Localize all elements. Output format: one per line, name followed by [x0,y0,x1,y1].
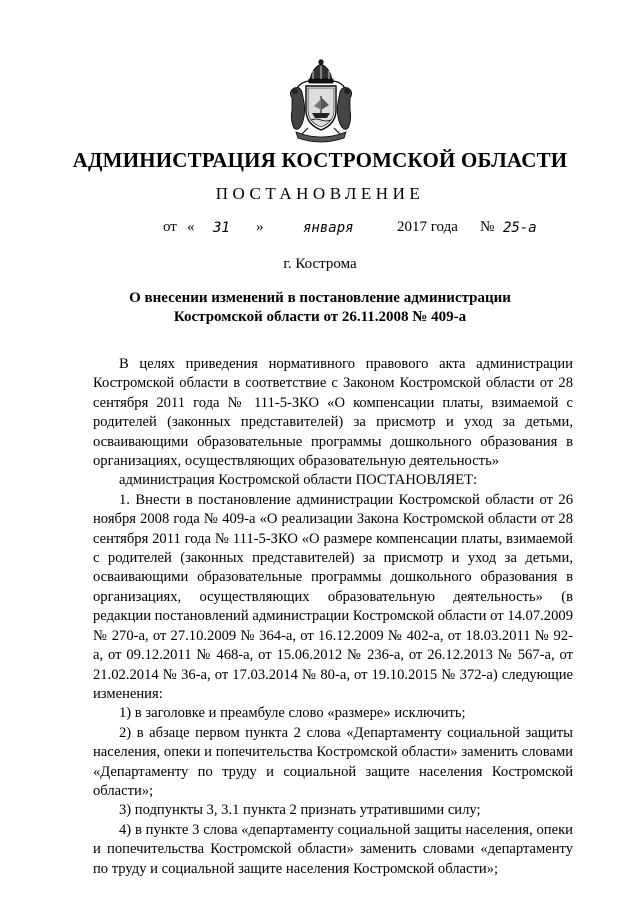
body-paragraph: В целях приведения нормативного правового акта администрации Костромской области в соответствие с Законом Костромской области от 28 сентября 2011 года № 111-5-ЗКО «О компенсации платы, взимаемой с родителей (законных представителей) за присмотр и уход за детьми, осваивающими образовательные программы дошкольного образования в организациях, осуществляющих образовательную деятельность» [93,356,573,470]
date-year: 2017 года [397,219,458,235]
document-type: ПОСТАНОВЛЕНИЕ [215,184,425,203]
date-month: января [303,220,354,236]
date-open-quote: « [187,219,195,235]
document-subject [0,289,640,327]
subject-line-2: Костромской области от 26.11.2008 № 409-а [173,309,467,325]
body-paragraph: 3) подпункты 3, 3.1 пункта 2 признать утратившими силу; [119,802,481,819]
document-number-sign: № [480,219,495,235]
subject-line-1: О внесении изменений в постановление администрации [129,290,511,306]
crown-icon [309,60,333,83]
document-body [93,355,573,879]
body-paragraph: администрация Костромской области ПОСТАНОВЛЯЕТ: [119,472,478,489]
body-paragraph: 4) в пункте 3 слова «департаменту социальной защиты населения, опеки и попечительства Костромской области» заменить словами «департаменту по труду и социальной защите населения Костромской области»; [93,821,573,877]
organization-title: АДМИНИСТРАЦИЯ КОСТРОМСКОЙ ОБЛАСТИ [72,148,568,172]
date-close-quote: » [256,219,264,235]
date-day: 31 [213,220,230,236]
body-paragraph: 2) в абзаце первом пункта 2 слова «Департаменту социальной защиты населения, опеки и попечительства Костромской области» заменить словами «Департаменту по труду и социальной защите населения Костромской области»; [93,724,573,799]
city-line: г. Кострома [283,256,357,272]
body-paragraph: 1. Внести в постановление администрации Костромской области от 26 ноября 2008 года № 409-а «О реализации Закона Костромской области от 28 сентября 2011 года № 111-5-ЗКО «О размере компенсации платы, взимаемой с родителей (законных представителей) за присмотр и уход за детьми, осваивающими образовательные программы дошкольного образования в организациях, осуществляющих образовательную деятельность» (в редакции постановлений администрации Костромской области от 14.07.2009 № 270-а, от 27.10.2009 № 364-а, от 16.12.2009 № 402-а, от 18.03.2011 № 92-а, от 09.12.2011 № 468-а, от 15.06.2012 № 236-а, от 26.12.2013 № 567-а, от 21.02.2014 № 36-а, от 17.03.2014 № 80-а, от 19.10.2015 № 372-а) следующие изменения: [93,491,573,702]
date-prefix: от [163,219,177,235]
shield-icon [306,86,336,130]
coat-of-arms-emblem [282,58,360,148]
body-paragraph: 1) в заголовке и преамбуле слово «размере» исключить; [119,705,466,722]
left-supporter-icon [290,88,304,130]
date-line [0,219,640,241]
document-number: 25-а [503,220,537,236]
right-supporter-icon [337,88,351,130]
